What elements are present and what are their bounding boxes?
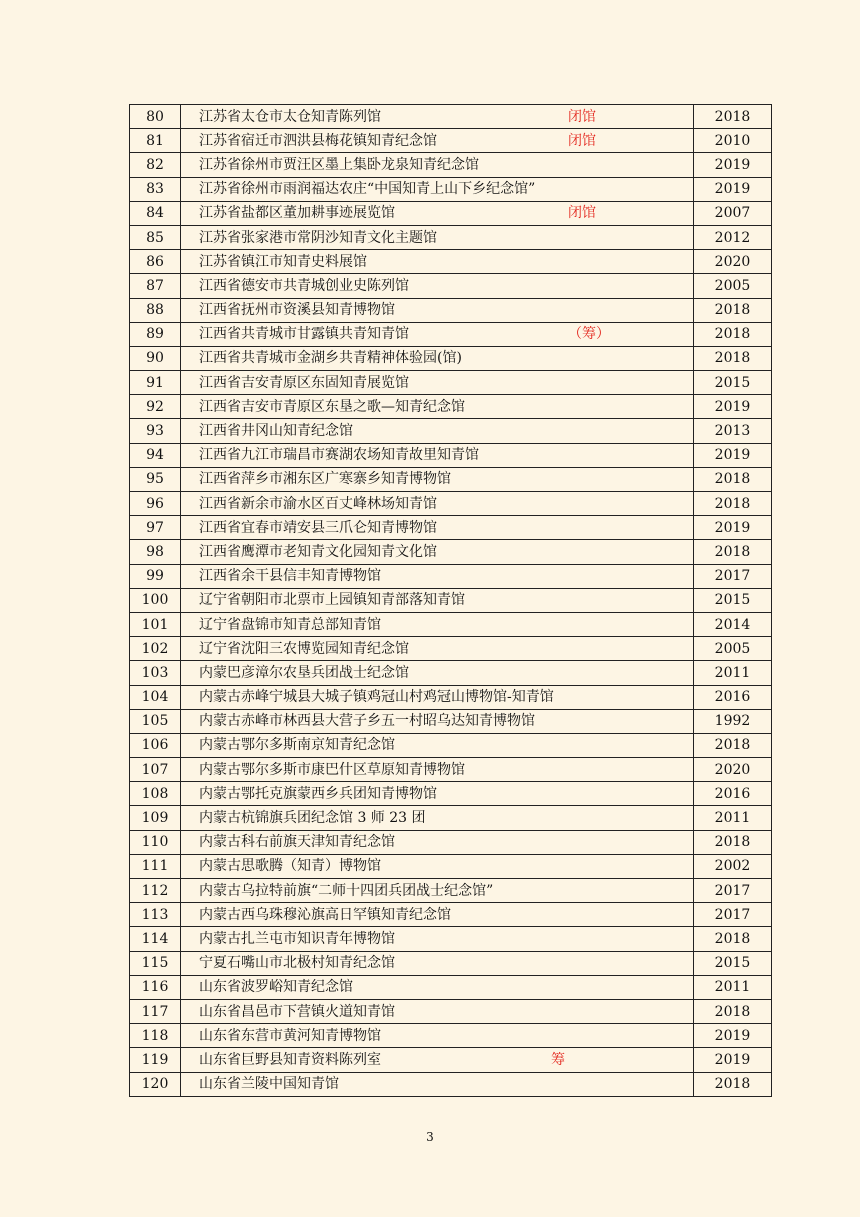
- year-cell: 2018: [694, 1072, 772, 1096]
- table-row: [130, 782, 772, 806]
- museum-name-cell: [181, 177, 694, 201]
- museum-name: 辽宁省沈阳三农博览园知青纪念馆: [199, 640, 409, 657]
- table-row: [130, 903, 772, 927]
- museum-name: 内蒙古科右前旗天津知青纪念馆: [199, 834, 395, 851]
- table-row: [130, 1072, 772, 1096]
- museum-name: 辽宁省朝阳市北票市上园镇知青部落知青馆: [199, 592, 465, 609]
- museum-name: 山东省东营市黄河知青博物馆: [199, 1027, 381, 1044]
- row-number: 93: [130, 419, 181, 443]
- table-row: [130, 951, 772, 975]
- year-cell: 2019: [694, 516, 772, 540]
- museum-name-cell: [181, 395, 694, 419]
- museum-name: 山东省巨野县知青资料陈列室: [199, 1051, 381, 1068]
- row-number: 107: [130, 758, 181, 782]
- museum-name: 江苏省盐都区董加耕事迹展览馆: [199, 205, 395, 222]
- table-row: [130, 685, 772, 709]
- museum-name-cell: [181, 371, 694, 395]
- museum-name-cell: [181, 637, 694, 661]
- status-note: 筹: [551, 1051, 565, 1068]
- museum-table-body: [130, 105, 772, 1097]
- museum-name-cell: [181, 1072, 694, 1096]
- museum-name-cell: [181, 346, 694, 370]
- table-row: [130, 854, 772, 878]
- museum-name: 山东省兰陵中国知青馆: [199, 1076, 339, 1093]
- table-row: [130, 612, 772, 636]
- row-number: 110: [130, 830, 181, 854]
- status-note: （筹）: [568, 326, 610, 343]
- table-row: [130, 1048, 772, 1072]
- museum-name-cell: [181, 105, 694, 129]
- museum-name: 山东省波罗峪知青纪念馆: [199, 979, 353, 996]
- table-row: [130, 806, 772, 830]
- museum-name: 江西省新余市渝水区百丈峰林场知青馆: [199, 495, 437, 512]
- year-cell: 2018: [694, 492, 772, 516]
- row-number: 111: [130, 854, 181, 878]
- year-cell: 2019: [694, 153, 772, 177]
- table-row: [130, 1024, 772, 1048]
- museum-name: 内蒙古扎兰屯市知识青年博物馆: [199, 930, 395, 947]
- museum-name-cell: [181, 879, 694, 903]
- museum-name-cell: [181, 443, 694, 467]
- table-row: [130, 395, 772, 419]
- table-row: [130, 492, 772, 516]
- table-row: [130, 830, 772, 854]
- museum-name-cell: [181, 492, 694, 516]
- year-cell: 2018: [694, 298, 772, 322]
- row-number: 101: [130, 612, 181, 636]
- table-row: [130, 516, 772, 540]
- museum-name-cell: [181, 516, 694, 540]
- year-cell: 2020: [694, 250, 772, 274]
- museum-table: [129, 104, 772, 1097]
- row-number: 102: [130, 637, 181, 661]
- museum-name-cell: [181, 419, 694, 443]
- museum-name-cell: [181, 927, 694, 951]
- museum-name-cell: [181, 975, 694, 999]
- museum-name: 山东省昌邑市下营镇火道知青馆: [199, 1003, 395, 1020]
- table-row: [130, 467, 772, 491]
- museum-name: 内蒙巴彦漳尔农垦兵团战士纪念馆: [199, 664, 409, 681]
- table-row: [130, 758, 772, 782]
- year-cell: 2018: [694, 105, 772, 129]
- museum-name-cell: [181, 274, 694, 298]
- table-row: [130, 177, 772, 201]
- row-number: 85: [130, 225, 181, 249]
- table-row: [130, 975, 772, 999]
- status-note: 闭馆: [568, 132, 596, 149]
- table-row: [130, 298, 772, 322]
- museum-name-cell: [181, 951, 694, 975]
- row-number: 87: [130, 274, 181, 298]
- year-cell: 2019: [694, 177, 772, 201]
- museum-name-cell: [181, 612, 694, 636]
- museum-name: 江西省宜春市靖安县三爪仑知青博物馆: [199, 519, 437, 536]
- museum-name: 江西省井冈山知青纪念馆: [199, 423, 353, 440]
- year-cell: 2018: [694, 540, 772, 564]
- table-row: [130, 879, 772, 903]
- year-cell: 2018: [694, 322, 772, 346]
- museum-name: 内蒙古赤峰宁城县大城子镇鸡冠山村鸡冠山博物馆-知青馆: [199, 689, 554, 706]
- table-row: [130, 637, 772, 661]
- row-number: 86: [130, 250, 181, 274]
- table-row: [130, 661, 772, 685]
- table-row: [130, 419, 772, 443]
- row-number: 88: [130, 298, 181, 322]
- year-cell: 2017: [694, 564, 772, 588]
- museum-name: 内蒙古乌拉特前旗“二师十四团兵团战士纪念馆”: [199, 882, 494, 899]
- row-number: 81: [130, 129, 181, 153]
- museum-name: 江苏省徐州市贾汪区墨上集卧龙泉知青纪念馆: [199, 156, 479, 173]
- year-cell: 2018: [694, 999, 772, 1023]
- year-cell: 2020: [694, 758, 772, 782]
- row-number: 119: [130, 1048, 181, 1072]
- museum-name-cell: [181, 1024, 694, 1048]
- museum-name: 内蒙古西乌珠穆沁旗高日罕镇知青纪念馆: [199, 906, 451, 923]
- year-cell: 2018: [694, 467, 772, 491]
- row-number: 103: [130, 661, 181, 685]
- year-cell: 2010: [694, 129, 772, 153]
- museum-name: 内蒙古鄂托克旗蒙西乡兵团知青博物馆: [199, 785, 437, 802]
- museum-name: 辽宁省盘锦市知青总部知青馆: [199, 616, 381, 633]
- year-cell: 2011: [694, 806, 772, 830]
- table-row: [130, 105, 772, 129]
- museum-name: 江西省九江市瑞昌市赛湖农场知青故里知青馆: [199, 447, 479, 464]
- table-row: [130, 129, 772, 153]
- row-number: 91: [130, 371, 181, 395]
- year-cell: 2018: [694, 927, 772, 951]
- museum-name: 江苏省徐州市雨润福达农庄“中国知青上山下乡纪念馆”: [199, 181, 536, 198]
- year-cell: 2019: [694, 1048, 772, 1072]
- museum-name-cell: [181, 588, 694, 612]
- table-row: [130, 927, 772, 951]
- museum-name-cell: [181, 322, 694, 346]
- row-number: 106: [130, 733, 181, 757]
- year-cell: 2012: [694, 225, 772, 249]
- table-row: [130, 346, 772, 370]
- museum-name-cell: [181, 467, 694, 491]
- table-row: [130, 153, 772, 177]
- museum-name-cell: [181, 1048, 694, 1072]
- museum-name-cell: [181, 250, 694, 274]
- row-number: 117: [130, 999, 181, 1023]
- museum-name: 内蒙古赤峰市林西县大营子乡五一村昭乌达知青博物馆: [199, 713, 535, 730]
- year-cell: 1992: [694, 709, 772, 733]
- museum-name: 江苏省宿迁市泗洪县梅花镇知青纪念馆: [199, 132, 437, 149]
- row-number: 97: [130, 516, 181, 540]
- status-note: 闭馆: [568, 205, 596, 222]
- museum-name: 江西省余干县信丰知青博物馆: [199, 568, 381, 585]
- year-cell: 2015: [694, 951, 772, 975]
- museum-name-cell: [181, 709, 694, 733]
- year-cell: 2016: [694, 685, 772, 709]
- museum-name: 内蒙古思歌腾（知青）博物馆: [199, 858, 381, 875]
- year-cell: 2019: [694, 443, 772, 467]
- row-number: 95: [130, 467, 181, 491]
- year-cell: 2011: [694, 975, 772, 999]
- museum-name-cell: [181, 540, 694, 564]
- year-cell: 2014: [694, 612, 772, 636]
- row-number: 90: [130, 346, 181, 370]
- year-cell: 2013: [694, 419, 772, 443]
- row-number: 89: [130, 322, 181, 346]
- table-row: [130, 540, 772, 564]
- year-cell: 2019: [694, 395, 772, 419]
- row-number: 100: [130, 588, 181, 612]
- museum-name-cell: [181, 201, 694, 225]
- row-number: 120: [130, 1072, 181, 1096]
- row-number: 94: [130, 443, 181, 467]
- row-number: 114: [130, 927, 181, 951]
- table-row: [130, 564, 772, 588]
- museum-name: 江西省抚州市资溪县知青博物馆: [199, 302, 395, 319]
- row-number: 96: [130, 492, 181, 516]
- row-number: 116: [130, 975, 181, 999]
- row-number: 98: [130, 540, 181, 564]
- museum-name-cell: [181, 153, 694, 177]
- year-cell: 2015: [694, 371, 772, 395]
- row-number: 84: [130, 201, 181, 225]
- museum-name-cell: [181, 806, 694, 830]
- museum-name-cell: [181, 564, 694, 588]
- row-number: 92: [130, 395, 181, 419]
- museum-name-cell: [181, 298, 694, 322]
- year-cell: 2017: [694, 903, 772, 927]
- museum-name: 江西省共青城市甘露镇共青知青馆: [199, 326, 409, 343]
- year-cell: 2017: [694, 879, 772, 903]
- museum-name: 江苏省张家港市常阴沙知青文化主题馆: [199, 229, 437, 246]
- table-row: [130, 371, 772, 395]
- table-row: [130, 709, 772, 733]
- status-note: 闭馆: [568, 108, 596, 125]
- table-row: [130, 733, 772, 757]
- row-number: 115: [130, 951, 181, 975]
- year-cell: 2018: [694, 733, 772, 757]
- row-number: 112: [130, 879, 181, 903]
- page-number: 3: [426, 1130, 434, 1144]
- museum-name-cell: [181, 225, 694, 249]
- museum-name: 宁夏石嘴山市北极村知青纪念馆: [199, 955, 395, 972]
- museum-name-cell: [181, 782, 694, 806]
- year-cell: 2018: [694, 346, 772, 370]
- year-cell: 2005: [694, 637, 772, 661]
- year-cell: 2015: [694, 588, 772, 612]
- table-row: [130, 274, 772, 298]
- year-cell: 2016: [694, 782, 772, 806]
- row-number: 105: [130, 709, 181, 733]
- table-row: [130, 225, 772, 249]
- museum-name: 江苏省太仓市太仓知青陈列馆: [199, 108, 381, 125]
- year-cell: 2005: [694, 274, 772, 298]
- museum-name-cell: [181, 661, 694, 685]
- museum-name-cell: [181, 999, 694, 1023]
- table-row: [130, 250, 772, 274]
- museum-name-cell: [181, 685, 694, 709]
- museum-name: 江西省鹰潭市老知青文化园知青文化馆: [199, 543, 437, 560]
- year-cell: 2018: [694, 830, 772, 854]
- museum-name-cell: [181, 903, 694, 927]
- museum-name: 江西省吉安市青原区东垦之歌—知青纪念馆: [199, 398, 465, 415]
- museum-name: 内蒙古鄂尔多斯市康巴什区草原知青博物馆: [199, 761, 465, 778]
- row-number: 113: [130, 903, 181, 927]
- row-number: 80: [130, 105, 181, 129]
- museum-name: 江西省萍乡市湘东区广寒寨乡知青博物馆: [199, 471, 451, 488]
- table-row: [130, 322, 772, 346]
- year-cell: 2011: [694, 661, 772, 685]
- row-number: 83: [130, 177, 181, 201]
- year-cell: 2019: [694, 1024, 772, 1048]
- museum-name: 江苏省镇江市知青史料展馆: [199, 253, 367, 270]
- year-cell: 2002: [694, 854, 772, 878]
- museum-name-cell: [181, 733, 694, 757]
- table-row: [130, 201, 772, 225]
- table-row: [130, 588, 772, 612]
- table-row: [130, 443, 772, 467]
- museum-name: 江西省共青城市金湖乡共青精神体验园(馆): [199, 350, 462, 367]
- row-number: 108: [130, 782, 181, 806]
- museum-name-cell: [181, 830, 694, 854]
- museum-name: 江西省德安市共青城创业史陈列馆: [199, 277, 409, 294]
- row-number: 118: [130, 1024, 181, 1048]
- row-number: 109: [130, 806, 181, 830]
- year-cell: 2007: [694, 201, 772, 225]
- museum-name: 内蒙古杭锦旗兵团纪念馆 3 师 23 团: [199, 810, 426, 827]
- museum-name-cell: [181, 129, 694, 153]
- row-number: 104: [130, 685, 181, 709]
- museum-name-cell: [181, 854, 694, 878]
- table-row: [130, 999, 772, 1023]
- row-number: 82: [130, 153, 181, 177]
- museum-name-cell: [181, 758, 694, 782]
- museum-name: 内蒙古鄂尔多斯南京知青纪念馆: [199, 737, 395, 754]
- museum-name: 江西省吉安青原区东固知青展览馆: [199, 374, 409, 391]
- row-number: 99: [130, 564, 181, 588]
